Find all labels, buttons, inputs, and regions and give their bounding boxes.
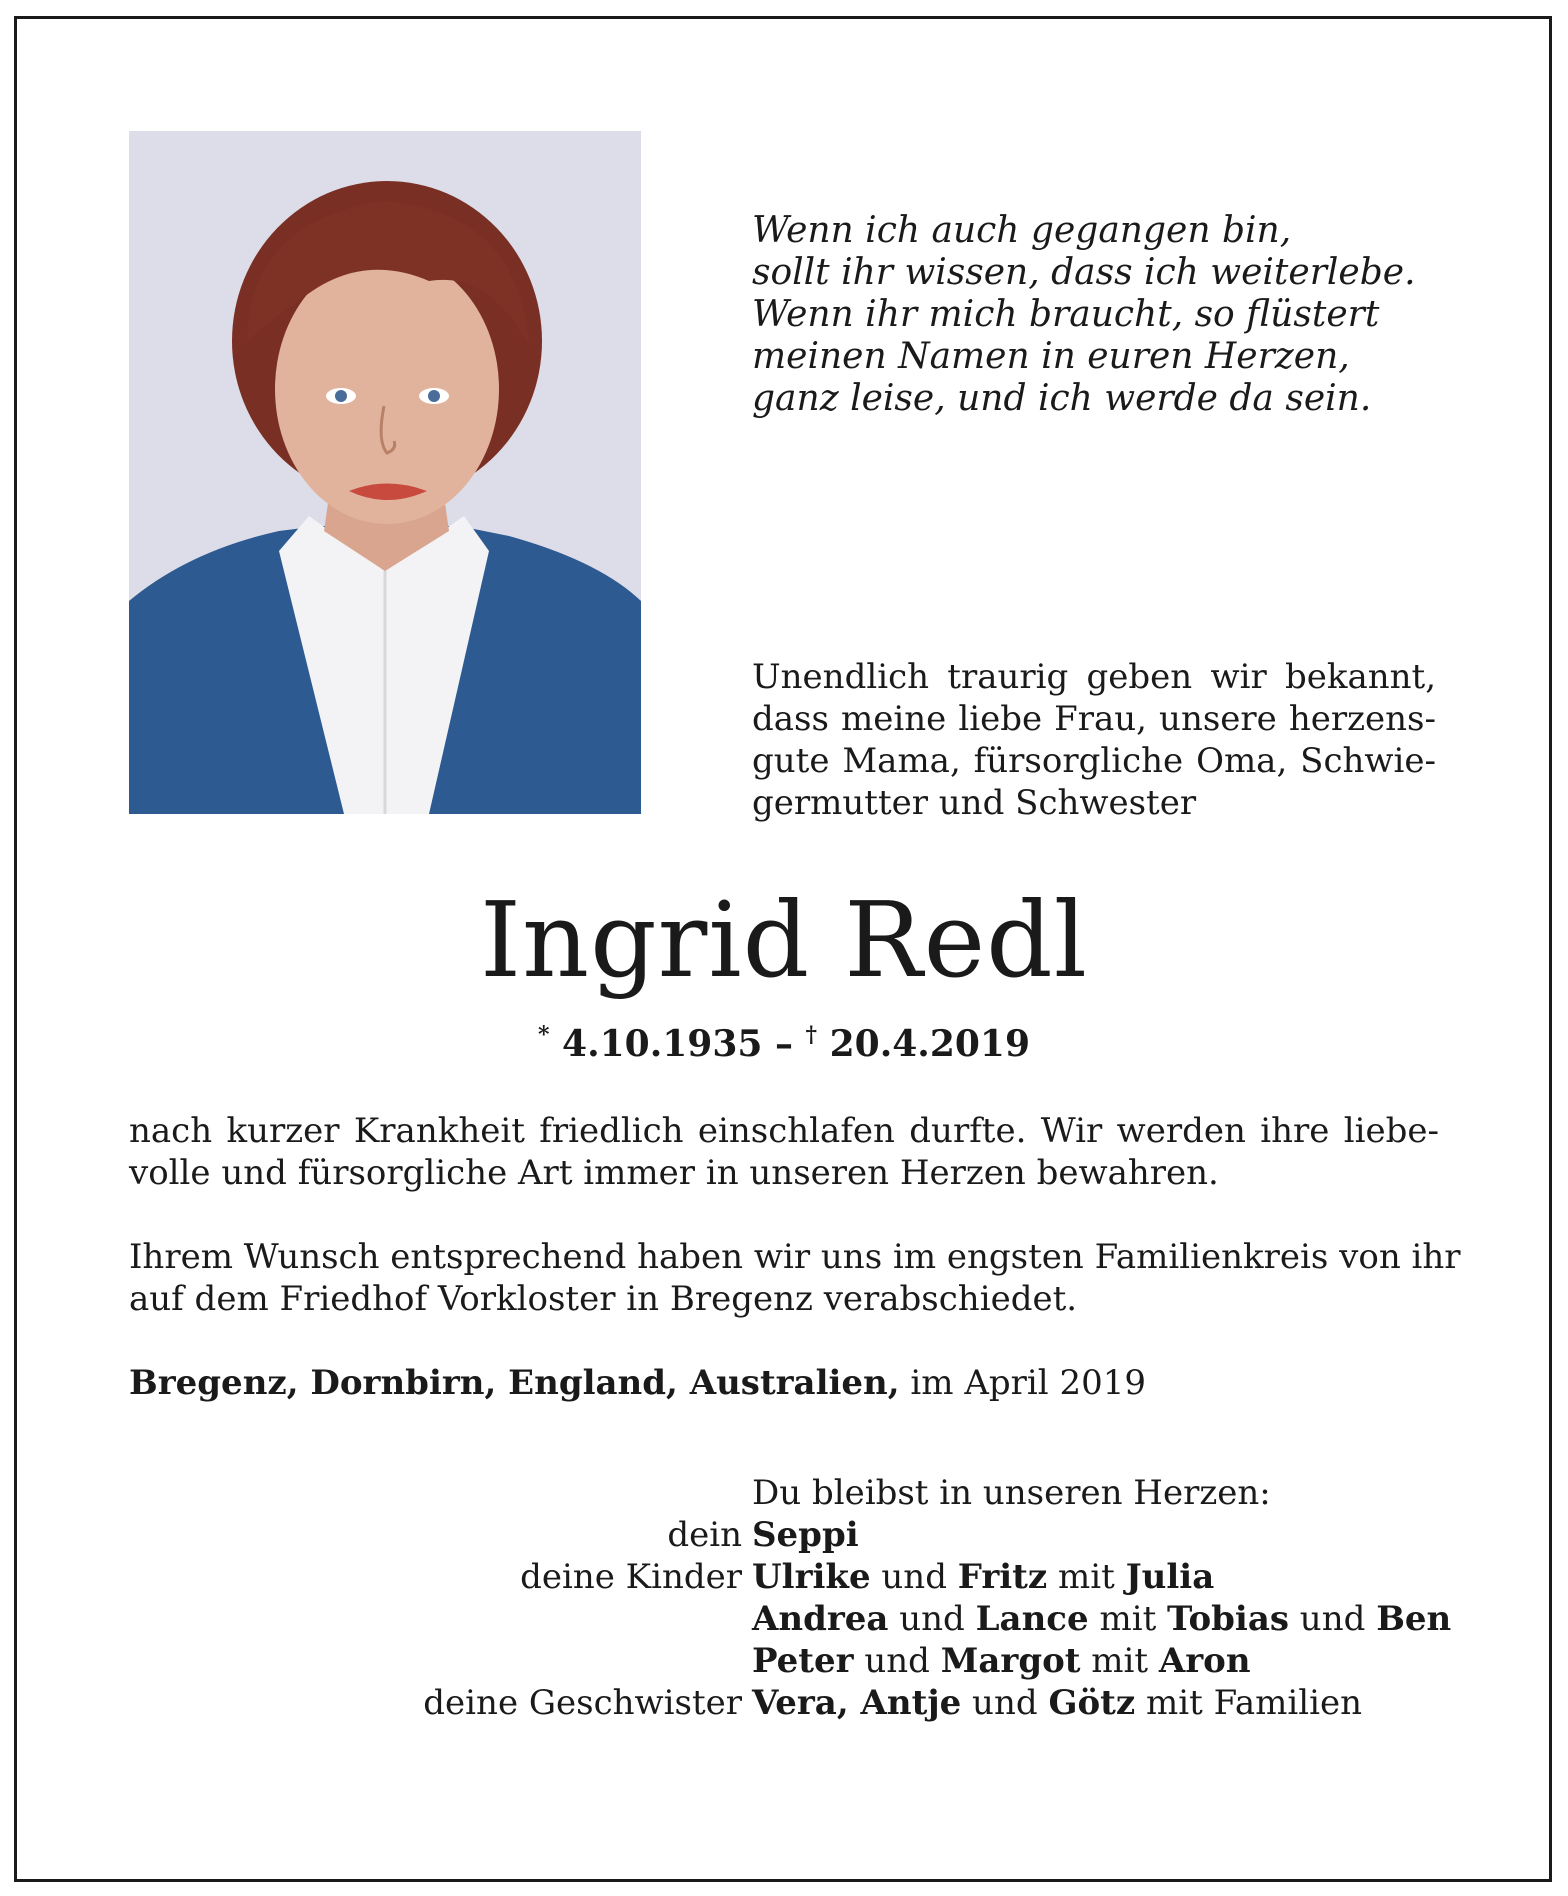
month-year: im April 2019 bbox=[899, 1363, 1147, 1403]
poem-line: Wenn ich auch gegangen bin, bbox=[752, 210, 1292, 251]
paragraph-farewell bbox=[129, 1236, 1461, 1320]
poem-line: Wenn ihr mich braucht, so flüstert bbox=[752, 294, 1380, 335]
paragraph-line: Ihrem Wunsch entsprechend haben wir uns im engsten Familienkreis von ihr bbox=[129, 1237, 1461, 1277]
mourner-row bbox=[0, 1682, 1568, 1724]
mourners-list bbox=[0, 1514, 1568, 1724]
mourner-names: Seppi bbox=[752, 1515, 859, 1555]
mourner-names: Ulrike und Fritz mit Julia bbox=[752, 1557, 1215, 1597]
mourner-names: Andrea und Lance mit Tobias und Ben bbox=[752, 1599, 1452, 1639]
paragraph-line: volle und fürsorgliche Art immer in unseren Herzen bewahren. bbox=[129, 1153, 1219, 1193]
announcement-line: gute Mama, fürsorgliche Oma, Schwie- bbox=[752, 741, 1436, 781]
relation-label: dein bbox=[667, 1515, 742, 1555]
paragraph-illness bbox=[129, 1110, 1439, 1194]
poem-line: meinen Namen in euren Herzen, bbox=[752, 336, 1350, 377]
closing-line: Du bleibst in unseren Herzen: bbox=[752, 1473, 1271, 1513]
poem-line: ganz leise, und ich werde da sein. bbox=[752, 378, 1372, 419]
relation-label: deine Geschwister bbox=[423, 1683, 742, 1723]
announcement-line: dass meine liebe Frau, unsere herzens- bbox=[752, 699, 1436, 739]
mourner-row bbox=[0, 1598, 1568, 1640]
date-separator: – bbox=[775, 1023, 793, 1065]
poem-line: sollt ihr wissen, dass ich weiterlebe. bbox=[752, 252, 1416, 293]
birth-date: 4.10.1935 bbox=[562, 1023, 763, 1065]
paragraph-line: nach kurzer Krankheit friedlich einschlafen durfte. Wir werden ihre liebe- bbox=[129, 1111, 1439, 1151]
paragraph-line: auf dem Friedhof Vorkloster in Bregenz verabschiedet. bbox=[129, 1279, 1078, 1319]
announcement-text bbox=[752, 656, 1436, 824]
deceased-name: Ingrid Redl bbox=[480, 879, 1088, 1001]
mourner-names: Peter und Margot mit Aron bbox=[752, 1641, 1251, 1681]
mourner-row bbox=[0, 1640, 1568, 1682]
announcement-line: germutter und Schwester bbox=[752, 783, 1197, 823]
birth-symbol: * bbox=[537, 1022, 550, 1048]
mourner-row bbox=[0, 1556, 1568, 1598]
locations: Bregenz, Dornbirn, England, Australien, bbox=[129, 1363, 900, 1403]
death-symbol: † bbox=[805, 1022, 818, 1048]
portrait-illustration bbox=[129, 131, 641, 814]
portrait-photo bbox=[129, 131, 641, 814]
relation-label: deine Kinder bbox=[520, 1557, 742, 1597]
mourner-row bbox=[0, 1514, 1568, 1556]
mourner-names: Vera, Antje und Götz mit Familien bbox=[752, 1683, 1362, 1723]
announcement-line: Unendlich traurig geben wir bekannt, bbox=[752, 657, 1436, 697]
memorial-poem bbox=[752, 210, 1432, 420]
life-dates bbox=[0, 1012, 1568, 1067]
place-and-date bbox=[129, 1362, 1146, 1404]
death-date: 20.4.2019 bbox=[829, 1023, 1031, 1065]
